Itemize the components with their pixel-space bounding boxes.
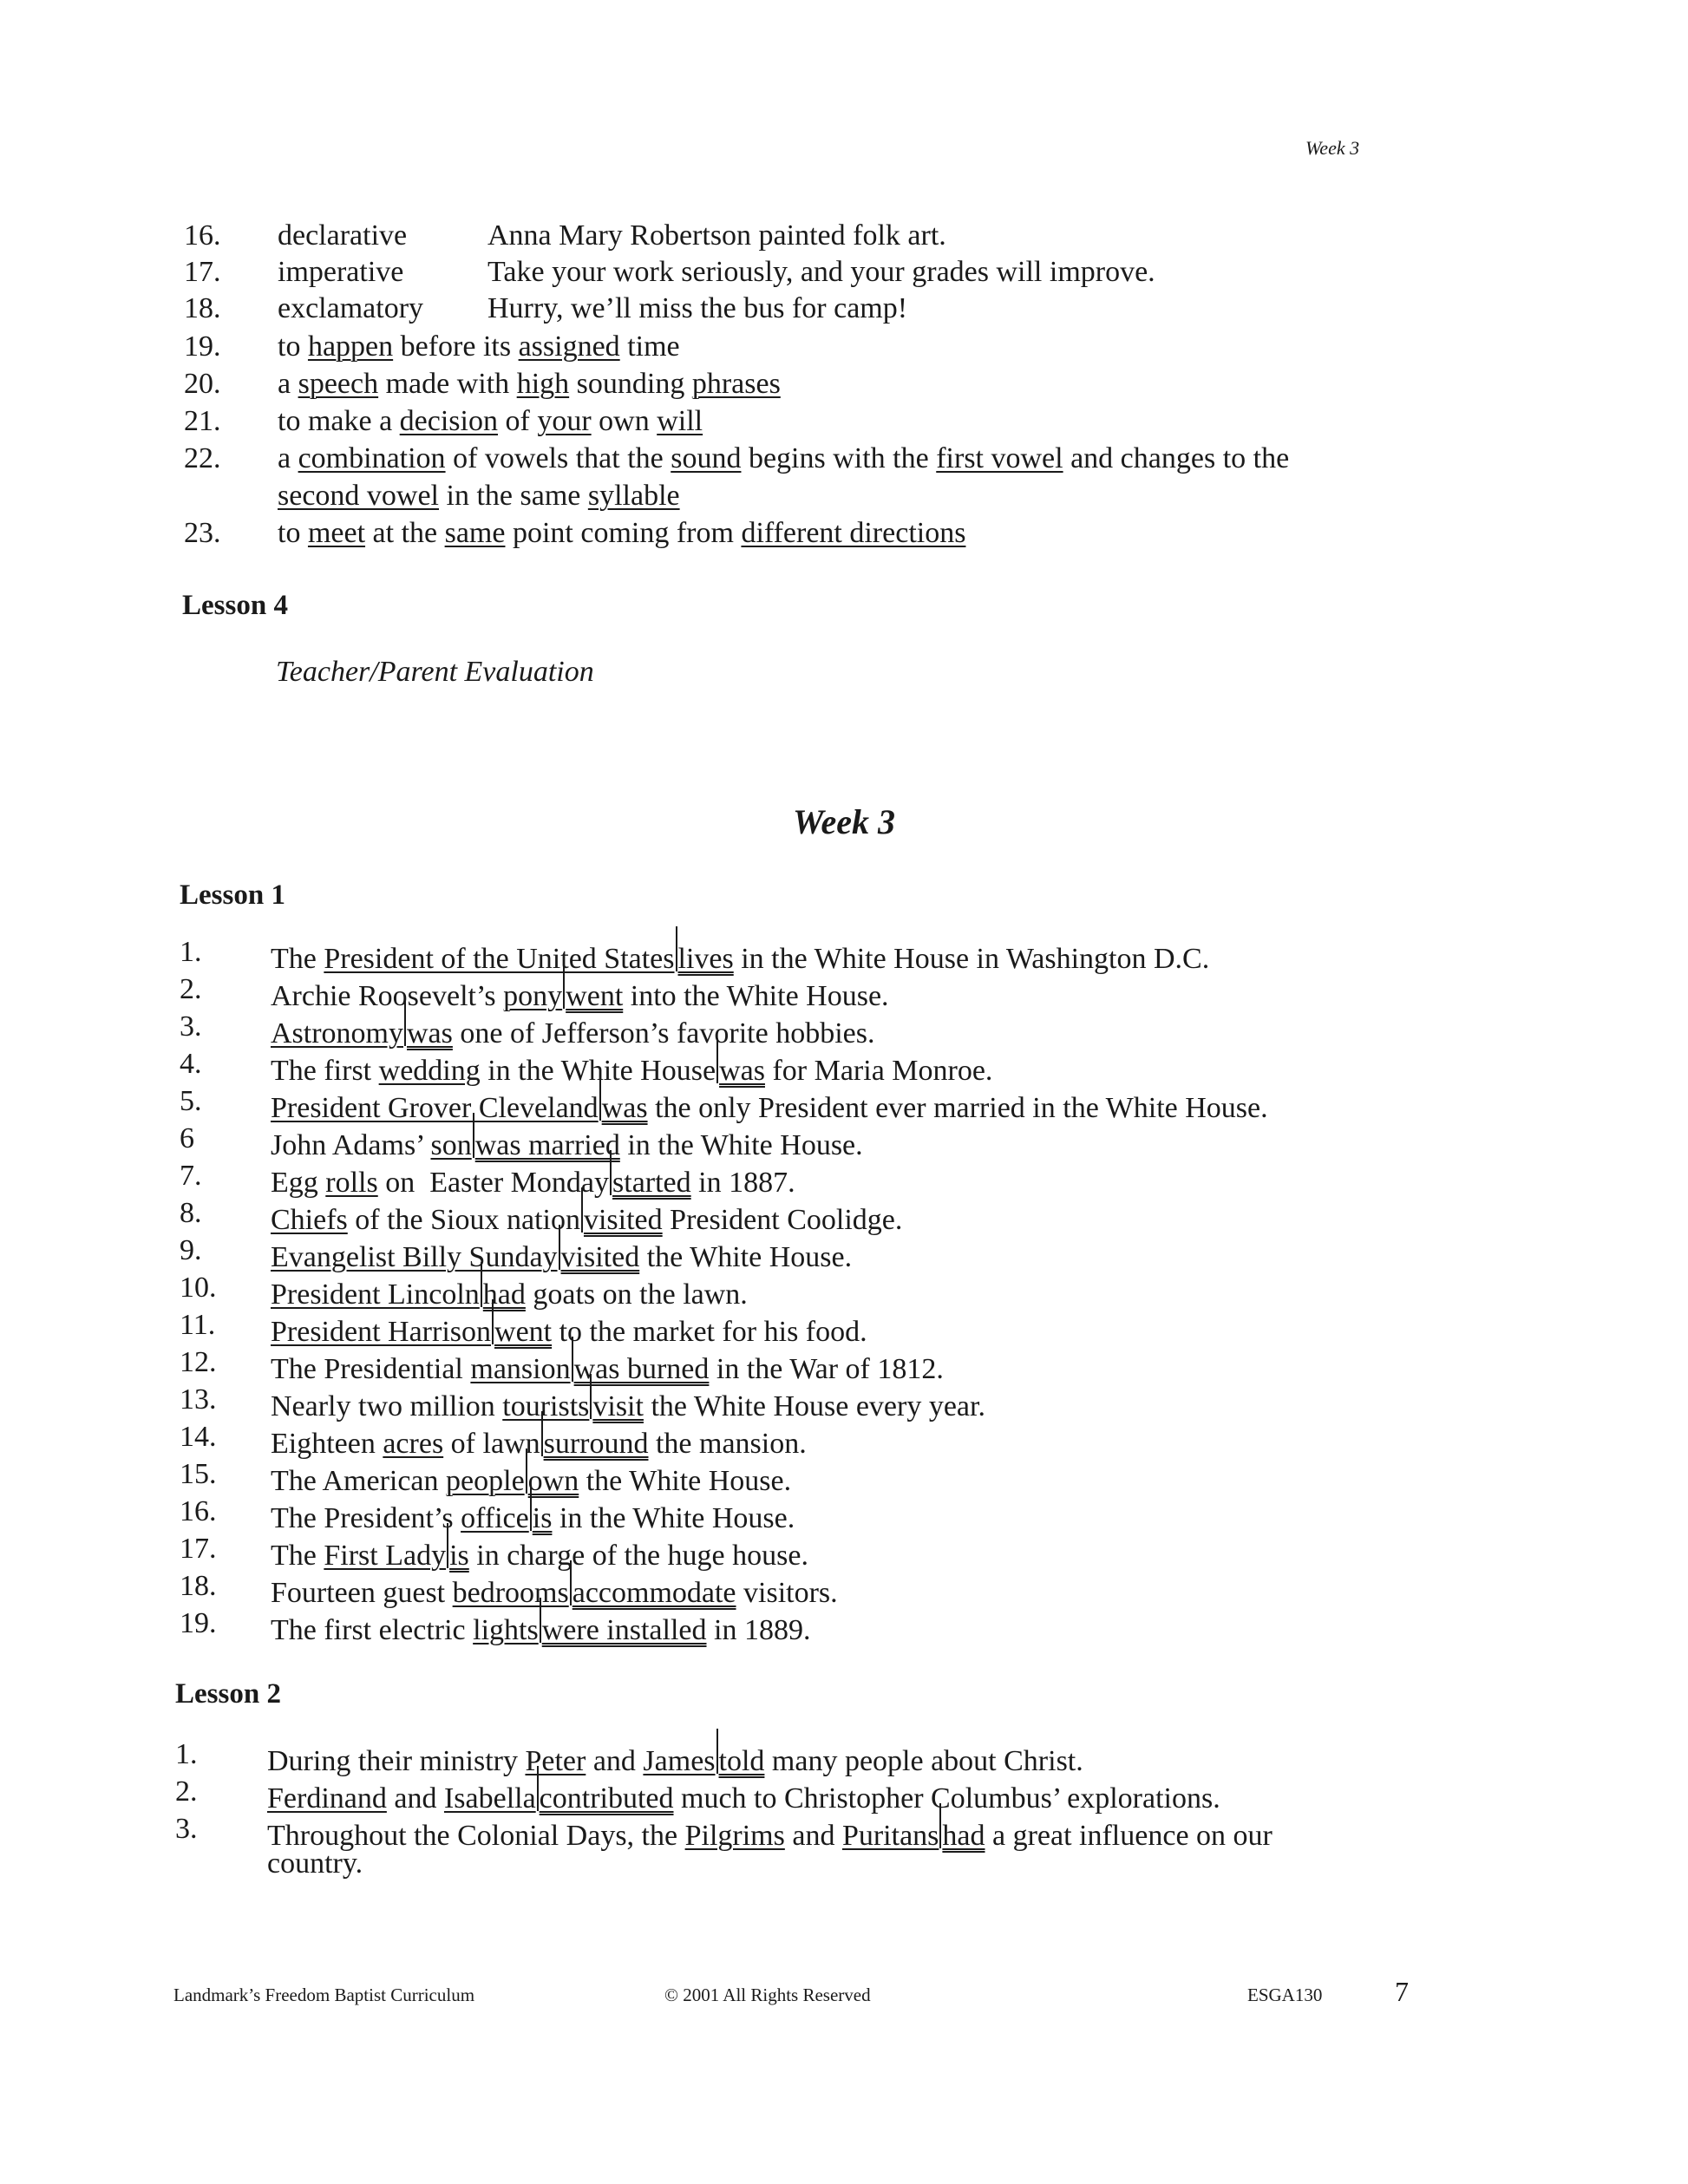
text-segment: in charge of the huge house.: [468, 1540, 808, 1572]
text-segment: a great influence on our: [985, 1820, 1273, 1852]
text-segment: Archie Roosevelt’s: [271, 980, 504, 1012]
item-number: 3.: [175, 1813, 198, 1845]
item-number: 13.: [180, 1383, 217, 1416]
double-underlined-verb: was burned: [573, 1353, 710, 1385]
text-segment: The: [271, 943, 324, 975]
lesson-4-heading: Lesson 4: [182, 590, 288, 621]
underlined-word: speech: [298, 368, 379, 400]
text-segment: The Presidential: [271, 1353, 471, 1385]
text-segment: Eighteen: [271, 1428, 383, 1460]
text-segment: the White House.: [579, 1465, 792, 1497]
underlined-word: bedrooms: [452, 1577, 569, 1609]
underlined-word: mansion: [470, 1353, 571, 1385]
text-segment: much to Christopher Columbus’ explorations.: [673, 1782, 1220, 1815]
underlined-word: President Grover Cleveland: [271, 1092, 599, 1124]
double-underlined-verb: was: [601, 1092, 648, 1124]
item-text: [278, 516, 965, 551]
subject-predicate-divider: [492, 1299, 494, 1344]
item-continuation: [278, 479, 680, 513]
underlined-word: combination: [298, 442, 446, 474]
item-number: 7.: [180, 1160, 202, 1192]
underlined-word: tourists: [502, 1390, 590, 1422]
text-segment: Fourteen guest: [271, 1577, 453, 1609]
underlined-word: acres: [383, 1428, 444, 1460]
item-number: 11.: [180, 1309, 216, 1341]
underlined-word: pony: [503, 980, 563, 1012]
double-underlined-verb: contributed: [539, 1782, 674, 1815]
item-text: [271, 1606, 810, 1651]
underlined-word: people: [446, 1465, 525, 1497]
lesson-1-heading: Lesson 1: [180, 879, 285, 911]
underlined-word: James: [643, 1745, 716, 1777]
double-underlined-verb: surround: [543, 1428, 649, 1460]
subject-predicate-divider: [481, 1262, 482, 1307]
text-segment: visitors.: [736, 1577, 838, 1609]
item-number: 23.: [184, 517, 221, 549]
sentence-type: declarative: [278, 219, 408, 252]
double-underlined-verb: went: [494, 1316, 553, 1348]
underlined-word: Chiefs: [271, 1204, 348, 1236]
underlined-word: wedding: [378, 1055, 481, 1087]
underlined-word: rolls: [325, 1167, 378, 1199]
subject-predicate-divider: [716, 1038, 718, 1083]
double-underlined-verb: visit: [592, 1390, 644, 1422]
text-segment: in 1887.: [690, 1167, 795, 1199]
footer-course-code: ESGA130: [1247, 1985, 1323, 2005]
double-underlined-verb: went: [566, 980, 624, 1012]
double-underlined-verb: visited: [560, 1241, 640, 1273]
running-head: Week 3: [1305, 137, 1360, 159]
item-number: 1.: [180, 936, 202, 968]
underlined-word: will: [657, 405, 703, 437]
item-number: 10.: [180, 1272, 217, 1304]
underlined-word: second vowel: [278, 480, 440, 512]
double-underlined-verb: had: [942, 1820, 985, 1852]
text-segment: The American: [271, 1465, 447, 1497]
subject-predicate-divider: [939, 1803, 941, 1848]
item-text: [278, 330, 680, 364]
text-segment: the White House every year.: [643, 1390, 985, 1422]
text-segment: in the White House in Washington D.C.: [733, 943, 1210, 975]
subject-predicate-divider: [447, 1523, 448, 1568]
item-number: 17.: [184, 256, 221, 288]
double-underlined-verb: visited: [583, 1204, 663, 1236]
example-sentence: Hurry, we’ll miss the bus for camp!: [487, 292, 908, 324]
text-segment: The first electric: [271, 1614, 474, 1646]
text-segment: country.: [267, 1847, 363, 1880]
underlined-word: your: [537, 405, 592, 437]
item-number: 16.: [184, 219, 221, 252]
text-segment: point coming from: [505, 517, 742, 549]
subject-predicate-divider: [526, 1448, 527, 1494]
item-text: [278, 441, 1289, 476]
subject-predicate-divider: [676, 926, 677, 971]
text-segment: on Easter Monday: [377, 1167, 610, 1199]
text-segment: the mansion.: [648, 1428, 807, 1460]
text-segment: The President’s: [271, 1502, 461, 1534]
sentence-type: imperative: [278, 256, 404, 288]
underlined-word: happen: [307, 330, 394, 363]
item-text: [267, 1812, 1273, 1857]
text-segment: Nearly two million: [271, 1390, 503, 1422]
underlined-word: sound: [671, 442, 742, 474]
item-number: 2.: [180, 973, 202, 1005]
item-number: 1.: [175, 1738, 198, 1770]
subject-predicate-divider: [716, 1729, 718, 1774]
text-segment: to: [278, 330, 308, 363]
underlined-word: President Lincoln: [271, 1278, 480, 1311]
double-underlined-verb: was: [719, 1055, 765, 1087]
underlined-word: meet: [307, 517, 366, 549]
text-segment: and: [586, 1745, 644, 1777]
underlined-word: Ferdinand: [267, 1782, 387, 1815]
text-segment: The first: [271, 1055, 379, 1087]
subject-predicate-divider: [537, 1766, 539, 1811]
item-number: 19.: [180, 1607, 217, 1639]
item-number: 2.: [175, 1775, 198, 1808]
text-segment: Throughout the Colonial Days, the: [267, 1820, 685, 1852]
subject-predicate-divider: [540, 1598, 541, 1643]
double-underlined-verb: own: [527, 1465, 579, 1497]
double-underlined-verb: were installed: [541, 1614, 707, 1646]
double-underlined-verb: lives: [677, 943, 734, 975]
item-number: 9.: [180, 1234, 202, 1266]
underlined-word: President of the United States: [324, 943, 675, 975]
text-segment: a: [278, 442, 298, 474]
underlined-word: Puritans: [841, 1820, 939, 1852]
double-underlined-verb: is: [532, 1502, 553, 1534]
text-segment: for Maria Monroe.: [764, 1055, 993, 1087]
text-segment: John Adams’: [271, 1129, 431, 1161]
double-underlined-verb: had: [482, 1278, 526, 1311]
text-segment: to make a: [278, 405, 400, 437]
subject-predicate-divider: [581, 1187, 583, 1233]
text-segment: sounding: [569, 368, 692, 400]
item-number: 5.: [180, 1085, 202, 1117]
item-number: 3.: [180, 1010, 202, 1043]
item-number: 15.: [180, 1458, 217, 1490]
text-segment: the White House.: [639, 1241, 853, 1273]
text-segment: of the Sioux nation: [347, 1204, 580, 1236]
text-segment: of lawn: [443, 1428, 540, 1460]
text-segment: and: [784, 1820, 842, 1852]
text-segment: own: [591, 405, 658, 437]
underlined-word: President Harrison: [271, 1316, 492, 1348]
double-underlined-verb: is: [449, 1540, 469, 1572]
item-number: 22.: [184, 442, 221, 474]
text-segment: to the market for his food.: [552, 1316, 867, 1348]
text-segment: Egg: [271, 1167, 326, 1199]
item-number: 18.: [184, 292, 221, 324]
text-segment: many people about Christ.: [764, 1745, 1083, 1777]
footer-publisher: Landmark’s Freedom Baptist Curriculum: [173, 1985, 475, 2005]
example-sentence: Take your work seriously, and your grades will improve.: [487, 256, 1155, 288]
text-segment: and changes to the: [1063, 442, 1290, 474]
underlined-word: decision: [399, 405, 498, 437]
page-number: 7: [1395, 1976, 1409, 2007]
text-segment: begins with the: [741, 442, 937, 474]
lesson-2-heading: Lesson 2: [175, 1678, 281, 1710]
text-segment: in the same: [439, 480, 588, 512]
teacher-parent-evaluation-note: Teacher/Parent Evaluation: [276, 656, 594, 688]
underlined-word: different directions: [741, 517, 966, 549]
item-number: 12.: [180, 1346, 217, 1378]
subject-predicate-divider: [572, 1337, 573, 1382]
text-segment: into the White House.: [623, 980, 889, 1012]
underlined-word: Astronomy: [271, 1017, 403, 1049]
subject-predicate-divider: [610, 1150, 612, 1195]
double-underlined-verb: accommodate: [572, 1577, 736, 1609]
text-segment: in the White House.: [552, 1502, 795, 1534]
underlined-word: Isabella: [443, 1782, 536, 1815]
item-text: [278, 367, 781, 402]
item-number: 20.: [184, 368, 221, 400]
subject-predicate-divider: [559, 1225, 560, 1270]
text-segment: the only President ever married in the White House.: [647, 1092, 1268, 1124]
double-underlined-verb: was: [407, 1017, 453, 1049]
text-segment: President Coolidge.: [662, 1204, 903, 1236]
subject-predicate-divider: [404, 1001, 406, 1046]
text-segment: time: [619, 330, 680, 363]
text-segment: in 1889.: [706, 1614, 811, 1646]
underlined-word: son: [430, 1129, 472, 1161]
double-underlined-verb: started: [612, 1167, 691, 1199]
text-segment: of: [497, 405, 538, 437]
subject-predicate-divider: [473, 1113, 474, 1158]
item-number: 18.: [180, 1570, 217, 1602]
item-number: 6: [180, 1122, 194, 1154]
underlined-word: Peter: [525, 1745, 586, 1777]
text-segment: in the War of 1812.: [709, 1353, 944, 1385]
underlined-word: high: [516, 368, 570, 400]
subject-predicate-divider: [599, 1076, 601, 1121]
item-number: 14.: [180, 1421, 217, 1453]
item-number: 19.: [184, 330, 221, 363]
item-continuation: [267, 1847, 363, 1881]
underlined-word: Pilgrims: [684, 1820, 785, 1852]
subject-predicate-divider: [590, 1374, 592, 1419]
underlined-word: phrases: [691, 368, 781, 400]
week-title: Week 3: [792, 802, 896, 841]
footer-copyright: © 2001 All Rights Reserved: [664, 1985, 871, 2005]
text-segment: in the White House: [480, 1055, 716, 1087]
text-segment: made with: [378, 368, 517, 400]
text-segment: goats on the lawn.: [525, 1278, 748, 1311]
item-number: 21.: [184, 405, 221, 437]
text-segment: in the White House.: [619, 1129, 863, 1161]
underlined-word: first vowel: [936, 442, 1063, 474]
item-number: 4.: [180, 1048, 202, 1080]
text-segment: one of Jefferson’s favorite hobbies.: [452, 1017, 875, 1049]
text-segment: at the: [365, 517, 445, 549]
subject-predicate-divider: [570, 1560, 572, 1605]
text-segment: to: [278, 517, 308, 549]
example-sentence: Anna Mary Robertson painted folk art.: [487, 219, 946, 252]
item-number: 16.: [180, 1495, 217, 1527]
underlined-word: Evangelist Billy Sunday: [271, 1241, 558, 1273]
item-number: 8.: [180, 1197, 202, 1229]
double-underlined-verb: told: [718, 1745, 765, 1777]
item-number: 17.: [180, 1533, 217, 1565]
text-segment: before its: [393, 330, 519, 363]
text-segment: and: [386, 1782, 444, 1815]
underlined-word: syllable: [587, 480, 680, 512]
subject-predicate-divider: [541, 1411, 543, 1456]
text-segment: a: [278, 368, 298, 400]
sentence-type: exclamatory: [278, 292, 424, 324]
underlined-word: same: [444, 517, 506, 549]
underlined-word: assigned: [518, 330, 620, 363]
item-text: [278, 404, 703, 439]
text-segment: The: [271, 1540, 324, 1572]
underlined-word: office: [461, 1502, 529, 1534]
text-segment: During their ministry: [267, 1745, 526, 1777]
double-underlined-verb: was married: [474, 1129, 620, 1161]
text-segment: of vowels that the: [445, 442, 671, 474]
underlined-word: lights: [473, 1614, 539, 1646]
subject-predicate-divider: [563, 964, 565, 1009]
subject-predicate-divider: [530, 1486, 532, 1531]
underlined-word: First Lady: [324, 1540, 447, 1572]
